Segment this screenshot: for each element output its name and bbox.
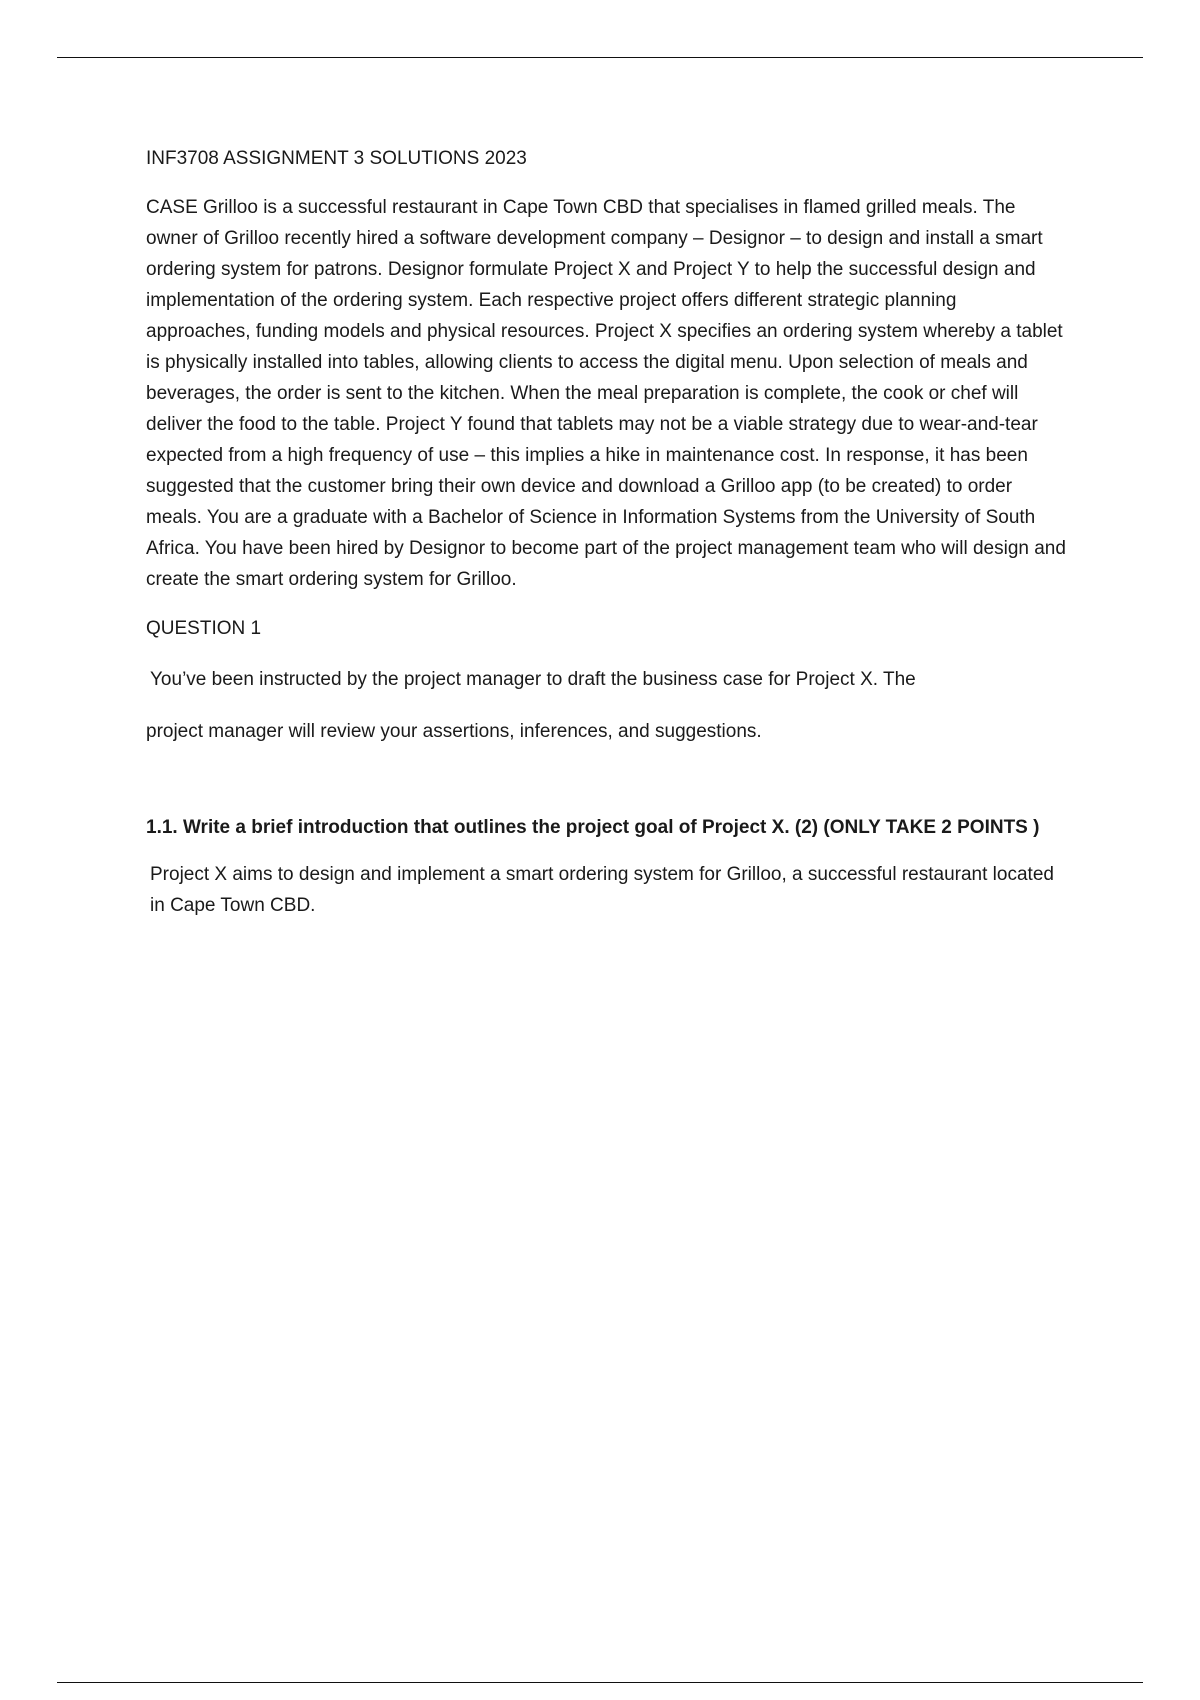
instruction-line-1: You’ve been instructed by the project manager to draft the business case for Project X. The bbox=[150, 669, 916, 690]
document-body bbox=[146, 143, 1066, 921]
answer-1-1: Project X aims to design and implement a smart ordering system for Grilloo, a successful restaurant located in Cape Town CBD. bbox=[150, 864, 1054, 916]
case-paragraph: CASE Grilloo is a successful restaurant in Cape Town CBD that specialises in flamed grilled meals. The owner of Grilloo recently hired a software development company – Designor – to design and install a smart ordering system for patrons. Designor formulate Project X and Project Y to help the successful design and implementation of the ordering system. Each respective project offers different strategic planning approaches, funding models and physical resources. Project X specifies an ordering system whereby a tablet is physically installed into tables, allowing clients to access the digital menu. Upon selection of meals and beverages, the order is sent to the kitchen. When the meal preparation is complete, the cook or chef will deliver the food to the table. Project Y found that tablets may not be a viable strategy due to wear-and-tear expected from a high frequency of use – this implies a hike in maintenance cost. In response, it has been suggested that the customer bring their own device and download a Grilloo app (to be created) to order meals. You are a graduate with a Bachelor of Science in Information Systems from the University of South Africa. You have been hired by Designor to become part of the project management team who will design and create the smart ordering system for Grilloo. bbox=[146, 197, 1066, 590]
top-rule bbox=[57, 57, 1143, 58]
question-1-1: 1.1. Write a brief introduction that outlines the project goal of Project X. (2) (ONLY TAKE 2 POINTS ) bbox=[146, 817, 1040, 838]
question-heading: QUESTION 1 bbox=[146, 618, 262, 639]
instruction-line-2: project manager will review your assertions, inferences, and suggestions. bbox=[146, 721, 762, 742]
bottom-rule bbox=[57, 1682, 1143, 1683]
document-title: INF3708 ASSIGNMENT 3 SOLUTIONS 2023 bbox=[146, 148, 527, 169]
